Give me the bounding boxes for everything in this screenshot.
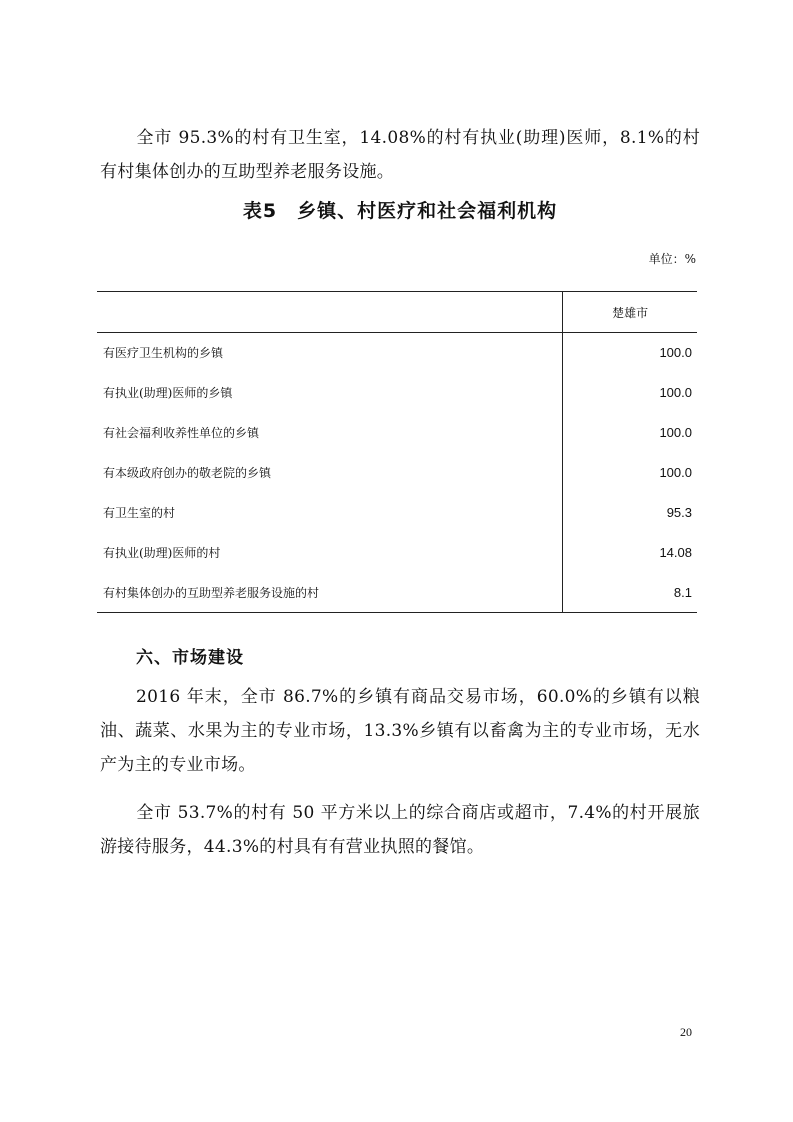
row-value: 100.0 (659, 345, 692, 361)
table-row (97, 533, 697, 573)
table-title: 表5 乡镇、村医疗和社会福利机构 (242, 200, 558, 222)
table-row (97, 573, 697, 613)
section-heading: 六、市场建设 (136, 648, 244, 668)
row-label: 有执业(助理)医师的乡镇 (97, 373, 563, 413)
row-label: 有本级政府创办的敬老院的乡镇 (97, 453, 563, 493)
row-value: 14.08 (659, 545, 692, 560)
table-header-row (97, 292, 697, 333)
table-row (97, 333, 697, 373)
row-value: 95.3 (666, 505, 692, 520)
row-label: 有卫生室的村 (97, 493, 563, 533)
row-label: 有村集体创办的互助型养老服务设施的村 (97, 573, 563, 613)
row-value: 100.0 (659, 385, 692, 400)
row-label: 有社会福利收养性单位的乡镇 (97, 413, 563, 453)
row-value: 100.0 (659, 425, 692, 440)
table-unit: 单位：% (648, 252, 696, 266)
table-row (97, 373, 697, 413)
paragraph-text: 2016 年末，全市 86.7%的乡镇有商品交易市场，60.0%的乡镇有以粮油、蔬菜、水果为主的专业市场，13.3%乡镇有以畜禽为主的专业市场，无水产为主的专业市场。 (100, 687, 700, 775)
paragraph-village-commerce (100, 796, 700, 864)
medical-welfare-table (97, 291, 697, 613)
row-label: 有医疗卫生机构的乡镇 (97, 333, 563, 373)
paragraph-text: 全市 53.7%的村有 50 平方米以上的综合商店或超市，7.4%的村开展旅游接待服务，44.3%的村具有有营业执照的餐馆。 (100, 803, 700, 857)
row-value: 8.1 (563, 573, 697, 613)
header-blank-cell (97, 292, 563, 333)
column-header: 楚雄市 (563, 292, 697, 333)
table-row (97, 493, 697, 533)
table-row (97, 453, 697, 493)
paragraph-village-health (100, 121, 700, 189)
row-label: 有执业(助理)医师的村 (97, 533, 563, 573)
row-value: 100.0 (659, 465, 692, 480)
table-row (97, 413, 697, 453)
paragraph-text: 全市 95.3%的村有卫生室，14.08%的村有执业(助理)医师，8.1%的村有村集体创办的互助型养老服务设施。 (100, 128, 700, 182)
paragraph-market-trade (100, 680, 700, 782)
page-number: 20 (680, 1025, 692, 1039)
